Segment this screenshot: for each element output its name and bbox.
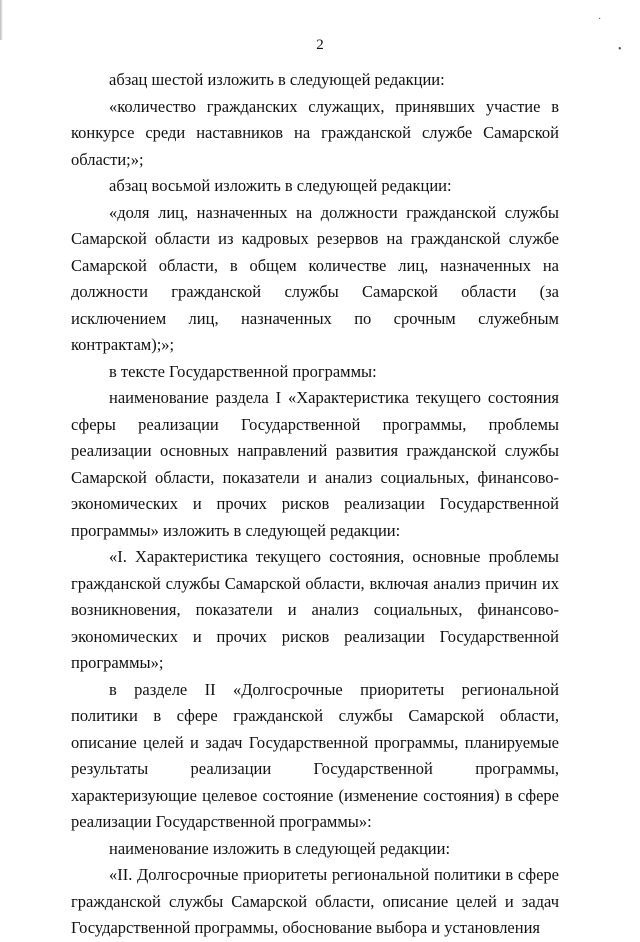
scan-dot: • bbox=[618, 44, 622, 55]
paragraph: в разделе II «Долгосрочные приоритеты региональной политики в сфере гражданской службы Самарской области, описание целей и задач Государственной программы, планируемые результаты реализации Государственной программы, характеризующие целевое состояние (изменение состояния) в сфере реализации Государственной программы»: bbox=[71, 679, 559, 831]
paragraph: «доля лиц, назначенных на должности гражданской службы Самарской области из кадровых резервов на гражданской службе Самарской области, в общем количестве лиц, назначенных на должности гражданской службы Самарской области (за исключением лиц, назначенных по срочным служебным контрактам);»; bbox=[71, 202, 559, 354]
paragraph: абзац восьмой изложить в следующей редакции: bbox=[109, 176, 452, 195]
document-body bbox=[71, 67, 559, 942]
paragraph: наименование раздела I «Характеристика текущего состояния сферы реализации Государственной программы, проблемы реализации основных направлений развития гражданской службы Самарской области, показатели и анализ социальных, финансово-экономических и прочих рисков реализации Государственной программы» изложить в следующей редакции: bbox=[71, 388, 559, 540]
scan-dot: · bbox=[598, 14, 602, 25]
paragraph: «II. Долгосрочные приоритеты региональной политики в сфере гражданской службы Самарской области, описание целей и задач Государственной программы, обоснование выбора и установления bbox=[71, 865, 559, 937]
page-edge-shadow bbox=[0, 0, 3, 40]
paragraph: в тексте Государственной программы: bbox=[109, 361, 377, 381]
page-number: 2 bbox=[316, 37, 324, 53]
paragraph: «I. Характеристика текущего состояния, основные проблемы гражданской службы Самарской области, включая анализ причин их возникновения, показатели и анализ социальных, финансово-экономических и прочих рисков реализации Государственной программы»; bbox=[71, 547, 559, 672]
paragraph: наименование изложить в следующей редакции: bbox=[109, 838, 451, 858]
paragraph: абзац шестой изложить в следующей редакции: bbox=[109, 70, 445, 89]
paragraph: «количество гражданских служащих, принявших участие в конкурсе среди наставников на гражданской службе Самарской области;»; bbox=[71, 96, 559, 169]
